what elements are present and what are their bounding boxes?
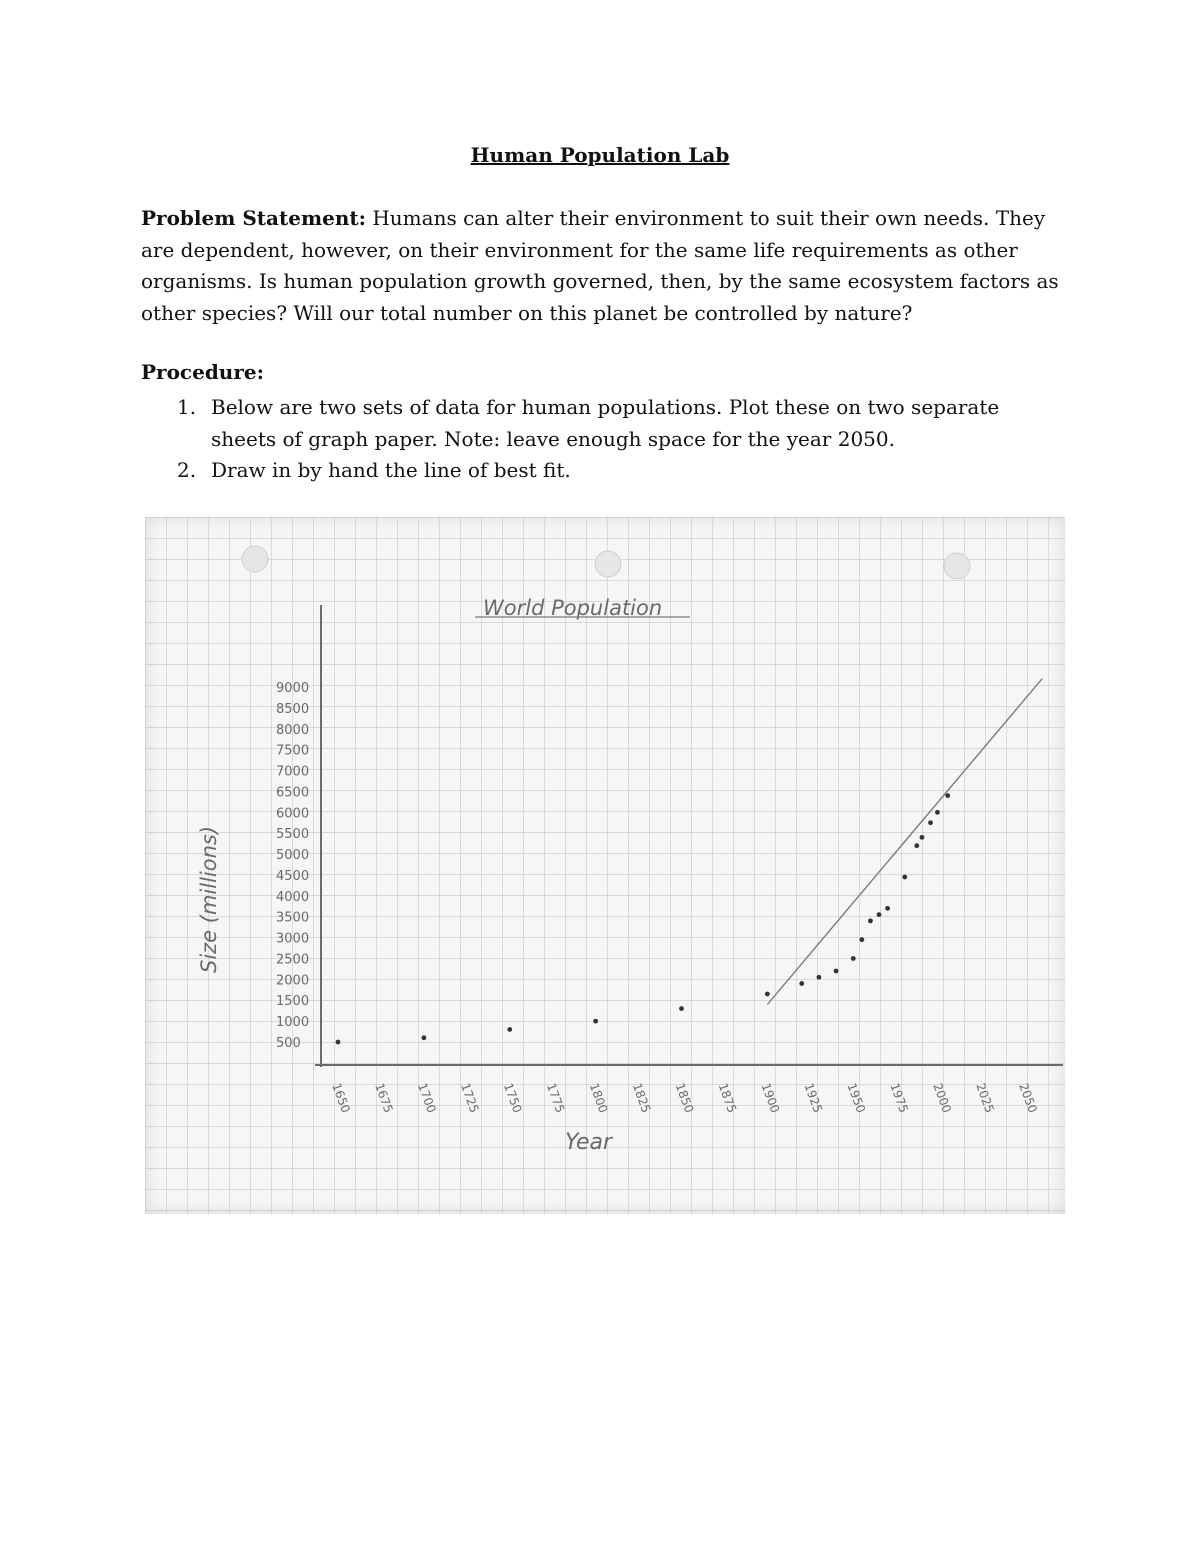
y-tick-label: 4000 [276, 889, 310, 905]
population-chart [145, 517, 1065, 1214]
x-tick-label: 1650 [329, 1081, 353, 1115]
data-point [902, 875, 907, 880]
y-tick-label: 8500 [276, 701, 310, 717]
x-tick-label: 1950 [844, 1081, 869, 1115]
y-tick-label: 9000 [276, 681, 310, 696]
procedure-step [141, 392, 1061, 455]
y-tick-label: 6500 [276, 785, 310, 801]
x-tick-label: 1925 [801, 1081, 826, 1115]
data-point [679, 1006, 684, 1011]
x-tick-label: 1675 [372, 1081, 396, 1115]
graph-paper-photo [145, 517, 1065, 1214]
y-tick-label: 5000 [276, 848, 310, 864]
data-point [868, 918, 873, 923]
y-tick-label: 4500 [276, 868, 310, 884]
data-point [799, 981, 804, 986]
y-tick-label: 7000 [276, 764, 310, 780]
x-tick-label: 1875 [715, 1081, 740, 1115]
x-tick-label: 1825 [629, 1081, 654, 1115]
data-point [885, 906, 890, 911]
y-tick-label: 1000 [276, 1015, 310, 1031]
data-point [935, 810, 940, 815]
x-tick-label: 2000 [930, 1081, 954, 1115]
data-point [920, 835, 925, 840]
step-number: 2. [177, 458, 197, 482]
x-tick-label: 1900 [758, 1081, 783, 1115]
x-tick-label: 1850 [672, 1081, 697, 1115]
y-tick-label: 2000 [276, 973, 310, 989]
binder-hole [944, 553, 970, 579]
data-point [421, 1035, 426, 1040]
problem-statement [141, 203, 1061, 329]
y-tick-label: 7500 [276, 743, 310, 759]
x-tick-label: 1775 [543, 1081, 568, 1115]
y-tick-label: 3500 [276, 910, 310, 926]
y-tick-label: 3000 [276, 931, 310, 947]
data-point [765, 992, 770, 997]
x-tick-label: 2025 [973, 1081, 997, 1115]
problem-statement-text: Humans can alter their environment to suit their own needs. They are dependent, however, on their environment for the same life requirements as other organisms. Is human population growth governed, then, by the same ecosystem factors as other species? Will our total number on this planet be controlled by nature? [141, 206, 1059, 325]
x-tick-label: 1800 [586, 1081, 611, 1115]
y-tick-label: 1500 [276, 994, 310, 1010]
y-tick-label: 5500 [276, 827, 310, 843]
data-point [593, 1019, 598, 1024]
data-point [877, 912, 882, 917]
x-tick-label: 1975 [887, 1081, 911, 1115]
x-tick-label: 2050 [1016, 1081, 1040, 1115]
y-tick-label: 500 [276, 1036, 301, 1051]
binder-hole [242, 546, 268, 572]
x-tick-label: 1725 [457, 1081, 482, 1115]
data-point [817, 975, 822, 980]
y-axis-label: Size (millions) [197, 825, 221, 973]
chart-title: World Population [483, 596, 663, 620]
data-point [859, 937, 864, 942]
x-axis-label: Year [565, 1130, 613, 1155]
data-point [834, 969, 839, 974]
y-tick-label: 2500 [276, 952, 310, 968]
page-title: Human Population Lab [470, 143, 730, 167]
step-text: Below are two sets of data for human populations. Plot these on two separate sheets of graph paper. Note: leave enough space for the year 2050. [211, 395, 1000, 451]
data-point [507, 1027, 512, 1032]
x-tick-label: 1750 [500, 1081, 525, 1115]
problem-statement-label: Problem Statement: [141, 206, 366, 230]
data-point [945, 793, 950, 798]
step-number: 1. [177, 395, 197, 419]
data-point [914, 843, 919, 848]
procedure-step [141, 455, 1061, 487]
x-tick-label: 1700 [415, 1081, 439, 1115]
y-tick-label: 8000 [276, 722, 310, 738]
y-tick-label: 6000 [276, 806, 310, 822]
procedure-heading: Procedure: [141, 360, 264, 384]
binder-hole [595, 551, 621, 577]
procedure-steps [141, 392, 1061, 487]
step-text: Draw in by hand the line of best fit. [211, 458, 571, 482]
data-point [851, 956, 856, 961]
data-point [336, 1040, 341, 1045]
data-point [928, 820, 933, 825]
